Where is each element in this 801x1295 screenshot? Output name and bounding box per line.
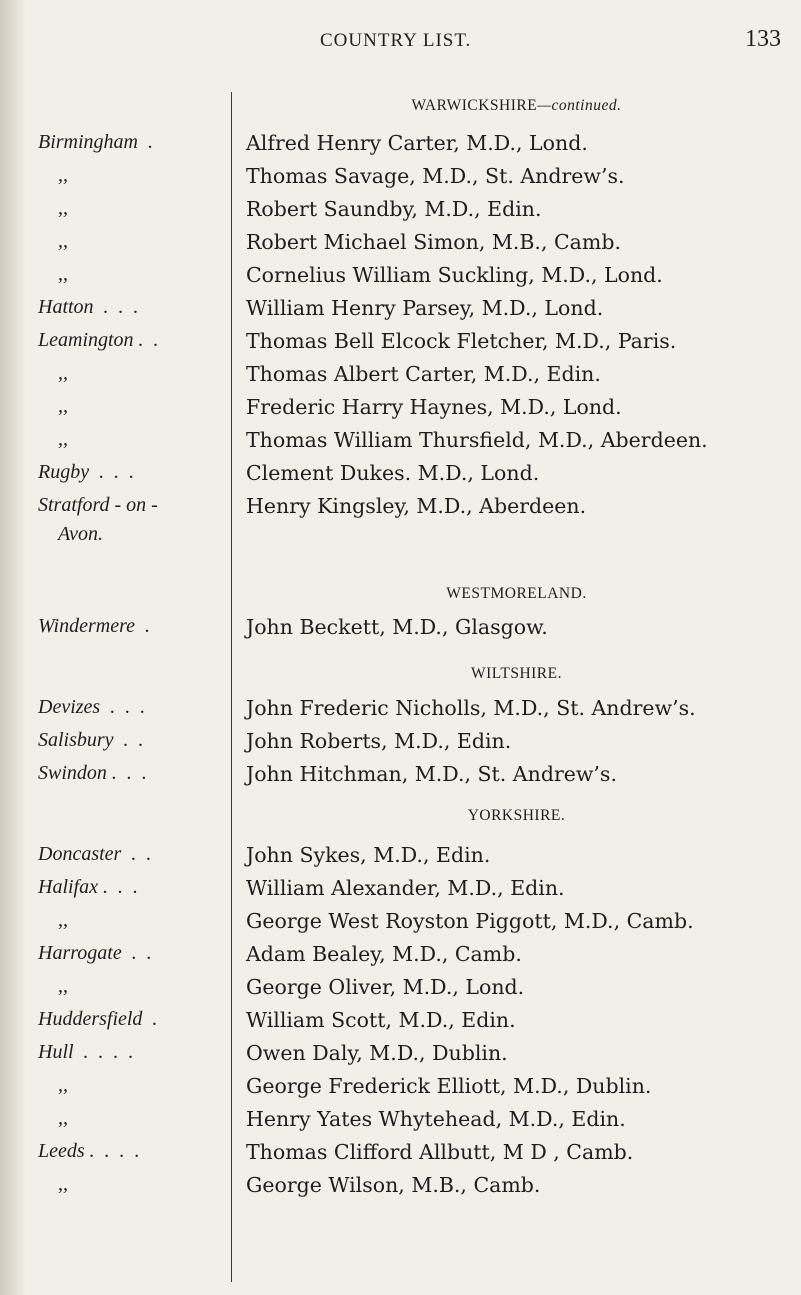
physician-entry: John Hitchman, M.D., St. Andrew’s.	[246, 762, 617, 786]
list-row	[0, 1173, 801, 1206]
physician-entry: John Frederic Nicholls, M.D., St. Andrew’s.	[246, 696, 696, 720]
physician-entry: William Alexander, M.D., Edin.	[246, 876, 565, 900]
place-name: Hull . . . .	[38, 1041, 134, 1063]
place-name: Stratford - on -	[38, 494, 158, 516]
place-name: Swindon . . .	[38, 762, 147, 784]
physician-entry: Thomas William Thursfield, M.D., Aberdeen.	[246, 428, 708, 452]
place-name: Doncaster . .	[38, 843, 152, 865]
place-ditto: ,,	[38, 395, 68, 417]
list-row	[0, 523, 801, 556]
physician-entry: Thomas Bell Elcock Fletcher, M.D., Paris.	[246, 329, 677, 353]
place-ditto: ,,	[38, 909, 68, 931]
physician-entry: Henry Yates Whytehead, M.D., Edin.	[246, 1107, 626, 1131]
physician-entry: Henry Kingsley, M.D., Aberdeen.	[246, 494, 587, 518]
place-ditto: ,,	[38, 164, 68, 186]
section-heading-warwickshire	[232, 97, 801, 115]
physician-entry: George Oliver, M.D., Lond.	[246, 975, 525, 999]
physician-entry: William Henry Parsey, M.D., Lond.	[246, 296, 604, 320]
place-name: Rugby . . .	[38, 461, 135, 483]
place-ditto: ,,	[38, 1074, 68, 1096]
section-heading-text: WARWICKSHIRE	[411, 97, 538, 114]
place-ditto: ,,	[38, 362, 68, 384]
list-row	[0, 942, 801, 975]
continued-label: —continued.	[537, 97, 622, 114]
physician-entry: John Roberts, M.D., Edin.	[246, 729, 512, 753]
list-row	[0, 197, 801, 230]
place-name-continuation: Avon.	[58, 523, 103, 545]
list-row	[0, 762, 801, 795]
list-row	[0, 296, 801, 329]
physician-entry: George Wilson, M.B., Camb.	[246, 1173, 541, 1197]
place-name: Halifax . . .	[38, 876, 138, 898]
place-ditto: ,,	[38, 428, 68, 450]
physician-entry: John Sykes, M.D., Edin.	[246, 843, 491, 867]
physician-entry: Frederic Harry Haynes, M.D., Lond.	[246, 395, 622, 419]
place-name: Windermere .	[38, 615, 151, 637]
place-name: Leamington . .	[38, 329, 159, 351]
physician-entry: John Beckett, M.D., Glasgow.	[246, 615, 548, 639]
place-ditto: ,,	[38, 197, 68, 219]
list-row	[0, 1140, 801, 1173]
place-name: Salisbury . .	[38, 729, 144, 751]
physician-entry: George Frederick Elliott, M.D., Dublin.	[246, 1074, 652, 1098]
physician-entry: Robert Saundby, M.D., Edin.	[246, 197, 542, 221]
list-row	[0, 461, 801, 494]
place-name: Huddersfield .	[38, 1008, 158, 1030]
physician-entry: William Scott, M.D., Edin.	[246, 1008, 516, 1032]
physician-entry: Owen Daly, M.D., Dublin.	[246, 1041, 508, 1065]
list-row	[0, 975, 801, 1008]
place-name: Birmingham .	[38, 131, 153, 153]
list-row	[0, 131, 801, 164]
list-row	[0, 329, 801, 362]
running-head: COUNTRY LIST.	[320, 30, 472, 51]
list-row	[0, 263, 801, 296]
list-row	[0, 909, 801, 942]
list-row	[0, 615, 801, 648]
section-heading-westmoreland: WESTMORELAND.	[446, 585, 587, 602]
list-row	[0, 395, 801, 428]
page-number: 133	[745, 26, 781, 52]
place-ditto: ,,	[38, 263, 68, 285]
place-name: Hatton . . .	[38, 296, 139, 318]
list-row	[0, 1008, 801, 1041]
place-ditto: ,,	[38, 1173, 68, 1195]
list-row	[0, 843, 801, 876]
list-row	[0, 1074, 801, 1107]
physician-entry: Clement Dukes. M.D., Lond.	[246, 461, 540, 485]
list-row	[0, 876, 801, 909]
list-row	[0, 362, 801, 395]
list-row	[0, 1041, 801, 1074]
place-name: Harrogate . .	[38, 942, 152, 964]
section-heading-yorkshire: YORKSHIRE.	[467, 807, 566, 824]
physician-entry: Thomas Clifford Allbutt, M D , Camb.	[246, 1140, 634, 1164]
place-ditto: ,,	[38, 1107, 68, 1129]
list-row	[0, 1107, 801, 1140]
list-row	[0, 729, 801, 762]
physician-entry: Robert Michael Simon, M.B., Camb.	[246, 230, 621, 254]
physician-entry: George West Royston Piggott, M.D., Camb.	[246, 909, 694, 933]
place-name: Devizes . . .	[38, 696, 146, 718]
physician-entry: Thomas Savage, M.D., St. Andrew’s.	[246, 164, 625, 188]
physician-entry: Thomas Albert Carter, M.D., Edin.	[246, 362, 601, 386]
place-ditto: ,,	[38, 230, 68, 252]
section-heading-wiltshire: WILTSHIRE.	[471, 665, 562, 682]
place-name: Leeds . . . .	[38, 1140, 140, 1162]
physician-entry: Adam Bealey, M.D., Camb.	[246, 942, 522, 966]
list-row	[0, 164, 801, 197]
place-ditto: ,,	[38, 975, 68, 997]
physician-entry: Alfred Henry Carter, M.D., Lond.	[246, 131, 588, 155]
list-row	[0, 696, 801, 729]
list-row	[0, 428, 801, 461]
list-row	[0, 230, 801, 263]
physician-entry: Cornelius William Suckling, M.D., Lond.	[246, 263, 663, 287]
